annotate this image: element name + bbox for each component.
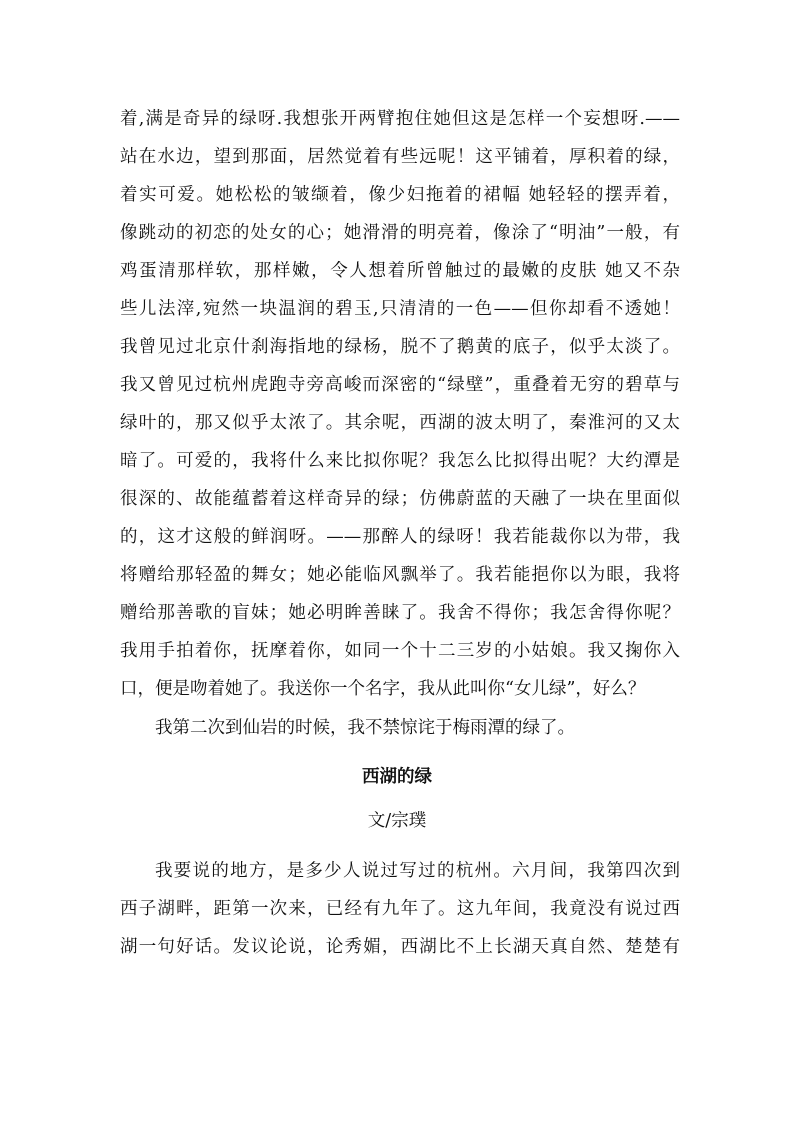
article-title: 西湖的绿 <box>362 767 432 787</box>
text-line: 湖一句好话。发议论说，论秀媚，西湖比不上长湖天真自然、楚楚有 <box>120 937 680 957</box>
text-line: 的，这才这般的鲜润呀。——那醉人的绿呀！我若能裁你以为带，我 <box>120 527 680 547</box>
text-line: 着,满是奇异的绿呀.我想张开两臂抱住她但这是怎样一个妄想呀.—— <box>120 109 680 129</box>
text-line: 口，便是吻着她了。我送你一个名字，我从此叫你“女儿绿”，好么？ <box>120 679 646 699</box>
text-line: 暗了。可爱的，我将什么来比拟你呢？我怎么比拟得出呢？大约潭是 <box>120 451 680 471</box>
text-line: 我又曾见过杭州虎跑寺旁高峻而深密的“绿壁”，重叠着无穷的碧草与 <box>120 375 680 395</box>
text-line: 赠给那善歌的盲妹；她必明眸善睐了。我舍不得你；我怎舍得你呢？ <box>120 603 680 623</box>
article-author: 文/宗璞 <box>367 811 427 831</box>
text-line: 很深的、故能蕴蓄着这样奇异的绿；仿佛蔚蓝的天融了一块在里面似 <box>120 489 680 509</box>
text-line: 西子湖畔，距第一次来，已经有九年了。这九年间，我竟没有说过西 <box>120 899 680 919</box>
text-line: 鸡蛋清那样软，那样嫩，令人想着所曾触过的最嫩的皮肤 她又不杂 <box>120 261 680 281</box>
text-line: 站在水边，望到那面，居然觉着有些远呢！这平铺着，厚积着的绿， <box>120 147 680 167</box>
text-line: 绿叶的，那又似乎太浓了。其余呢，西湖的波太明了，秦淮河的又太 <box>120 413 680 433</box>
text-line: 像跳动的初恋的处女的心；她滑滑的明亮着，像涂了“明油”一般，有 <box>120 223 680 243</box>
closing-paragraph: 我第二次到仙岩的时候，我不禁惊诧于梅雨潭的绿了。 <box>155 718 575 738</box>
text-line: 我要说的地方，是多少人说过写过的杭州。六月间，我第四次到 <box>155 861 680 881</box>
text-line: 我用手拍着你，抚摩着你，如同一个十二三岁的小姑娘。我又掬你入 <box>120 641 680 661</box>
text-line: 些儿法滓,宛然一块温润的碧玉,只清清的一色——但你却看不透她！ <box>120 299 680 319</box>
text-line: 我曾见过北京什刹海指地的绿杨，脱不了鹅黄的底子，似乎太淡了。 <box>120 337 680 357</box>
text-line: 将赠给那轻盈的舞女；她必能临风飘举了。我若能挹你以为眼，我将 <box>120 565 680 585</box>
text-line: 着实可爱。她松松的皱缬着，像少妇拖着的裙幅 她轻轻的摆弄着， <box>120 185 680 205</box>
